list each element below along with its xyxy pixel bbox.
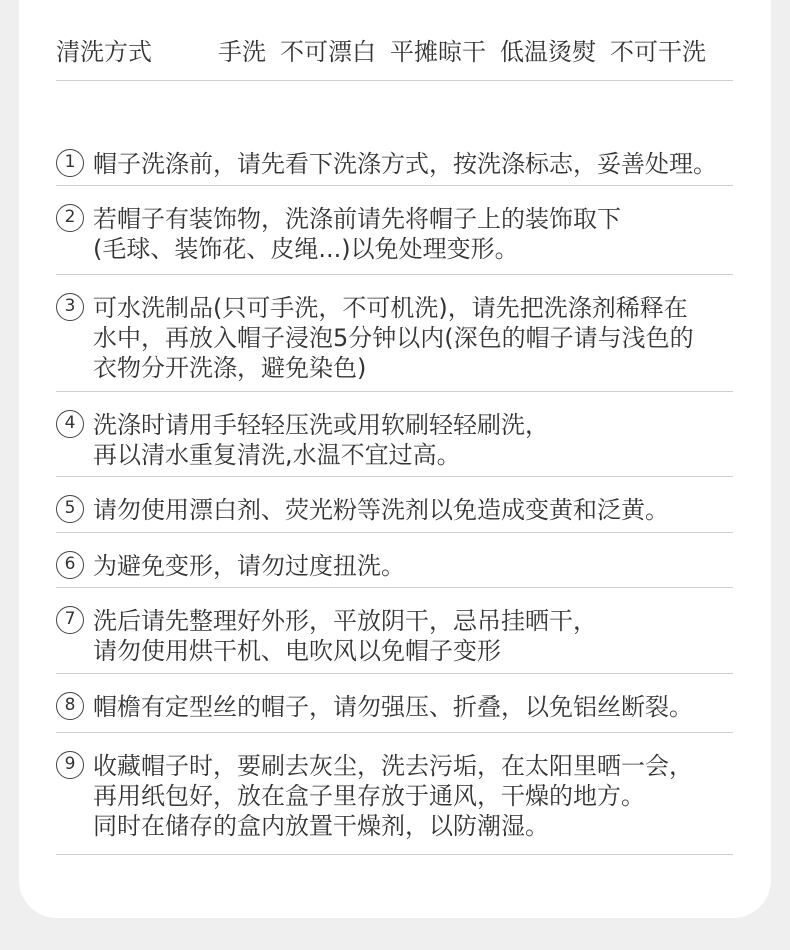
item-text-line: 同时在储存的盒内放置干燥剂，以防潮湿。	[93, 812, 549, 840]
care-item-4	[56, 410, 733, 477]
item-number-badge: 5	[56, 495, 84, 523]
care-item-3	[56, 293, 733, 392]
item-text-line: 帽檐有定型丝的帽子，请勿强压、折叠，以免铝丝断裂。	[93, 693, 693, 721]
item-text-line: 再以清水重复清洗,水温不宜过高。	[93, 441, 461, 469]
item-text-line: 为避免变形，请勿过度扭洗。	[93, 552, 405, 580]
item-text-line: 再用纸包好，放在盒子里存放于通风，干燥的地方。	[93, 782, 645, 810]
item-text-line: 若帽子有装饰物，洗涤前请先将帽子上的装饰取下	[93, 205, 621, 233]
care-item-9	[56, 751, 733, 855]
wash-method-row	[56, 34, 733, 81]
care-item-8	[56, 692, 733, 733]
wash-method-no-dry-clean: 不可干洗	[610, 38, 706, 66]
wash-method-low-iron: 低温烫熨	[500, 38, 596, 66]
item-number-badge: 6	[56, 551, 84, 579]
item-text-line: (毛球、装饰花、皮绳...)以免处理变形。	[93, 235, 519, 263]
item-text-line: 衣物分开洗涤，避免染色)	[93, 354, 367, 382]
item-number-badge: 2	[56, 204, 84, 232]
item-number-badge: 7	[56, 606, 84, 634]
item-text-line: 洗涤时请用手轻轻压洗或用软刷轻轻刷洗，	[93, 411, 549, 439]
wash-method-dry-flat: 平摊晾干	[390, 38, 486, 66]
item-text-line: 请勿使用漂白剂、荧光粉等洗剂以免造成变黄和泛黄。	[93, 496, 669, 524]
item-number-badge: 1	[56, 149, 84, 177]
care-item-1	[56, 149, 733, 186]
care-item-7	[56, 606, 733, 674]
item-number-badge: 8	[56, 692, 84, 720]
wash-method-hand-wash: 手洗	[218, 38, 266, 66]
item-text-line: 收藏帽子时，要刷去灰尘，洗去污垢，在太阳里晒一会，	[93, 752, 693, 780]
wash-method-no-bleach: 不可漂白	[280, 38, 376, 66]
care-item-6	[56, 551, 733, 588]
item-number-badge: 9	[56, 751, 84, 779]
item-text-line: 水中，再放入帽子浸泡5分钟以内(深色的帽子请与浅色的	[93, 324, 694, 352]
care-item-5	[56, 495, 733, 533]
care-item-2	[56, 204, 733, 275]
wash-method-label: 清洗方式	[56, 38, 152, 66]
item-text-line: 请勿使用烘干机、电吹风以免帽子变形	[93, 637, 501, 665]
item-text-line: 可水洗制品(只可手洗，不可机洗)，请先把洗涤剂稀释在	[93, 294, 688, 322]
item-number-badge: 3	[56, 293, 84, 321]
item-number-badge: 4	[56, 410, 84, 438]
item-text-line: 洗后请先整理好外形，平放阴干，忌吊挂晒干，	[93, 607, 597, 635]
item-text-line: 帽子洗涤前，请先看下洗涤方式，按洗涤标志，妥善处理。	[93, 150, 717, 178]
wash-method-values	[218, 34, 720, 70]
